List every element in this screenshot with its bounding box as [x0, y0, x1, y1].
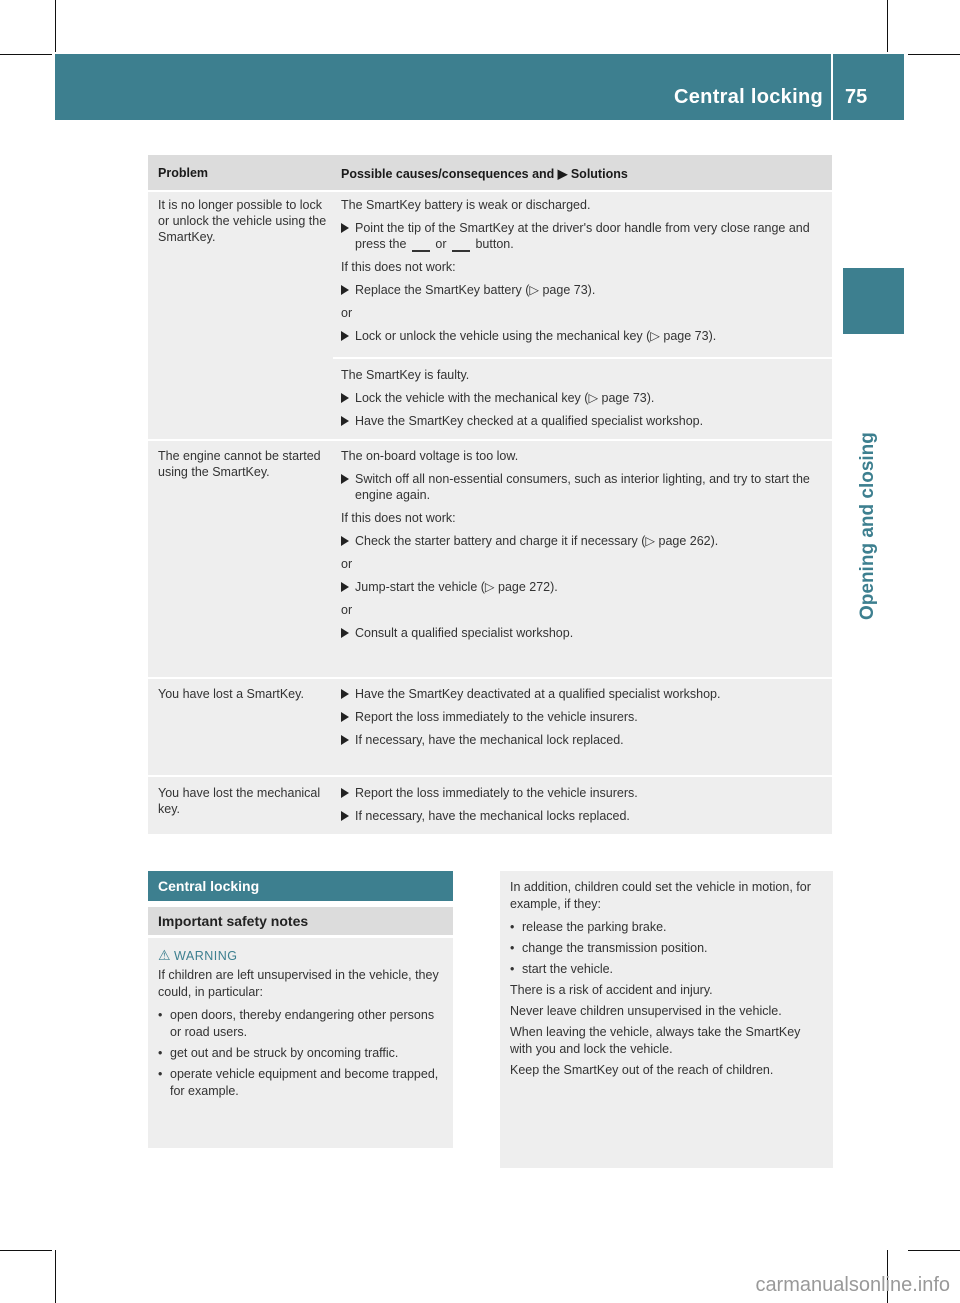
- arrow-bullet-icon: [341, 628, 349, 638]
- arrow-bullet-icon: [341, 416, 349, 426]
- problem-cell: You have lost a SmartKey.: [158, 687, 304, 701]
- list-item: [341, 533, 826, 549]
- problem-cell: The engine cannot be started using the SmartKey.: [158, 449, 321, 479]
- subsection-title: Important safety notes: [158, 913, 309, 929]
- solution-cell: [341, 448, 826, 648]
- subsection-title-bar: [148, 907, 453, 935]
- bullet-text: Lock the vehicle with the mechanical key (▷ page 73).: [355, 391, 655, 405]
- arrow-bullet-icon: [341, 689, 349, 699]
- bullet-text: Switch off all non-essential consumers, such as interior lighting, and try to start the engine again.: [355, 472, 810, 502]
- crop-mark: [887, 0, 888, 52]
- list-item: • release the parking brake.: [510, 919, 825, 936]
- arrow-bullet-icon: [341, 474, 349, 484]
- list-item: [341, 282, 826, 298]
- bullet-text: If necessary, have the mechanical locks replaced.: [355, 809, 630, 823]
- advice-text: When leaving the vehicle, always take the SmartKey with you and lock the vehicle.: [510, 1025, 801, 1056]
- or-text: or: [435, 237, 447, 251]
- table-header: [148, 155, 832, 190]
- list-item: [341, 220, 826, 252]
- page-number: 75: [845, 86, 868, 108]
- side-tab: [843, 268, 904, 334]
- row-separator: [148, 677, 832, 679]
- section-title: Central locking: [158, 878, 260, 894]
- bullet-text: Point the tip of the SmartKey at the driver's door handle from very close range and press the: [355, 221, 810, 251]
- warning-intro: If children are left unsupervised in the vehicle, they could, in particular:: [158, 968, 439, 999]
- list-item: [341, 808, 826, 824]
- row-separator: [148, 190, 832, 192]
- cause-text: The SmartKey battery is weak or discharged.: [341, 198, 591, 212]
- unlock-key-icon: [412, 238, 430, 252]
- solution-cell: [341, 197, 826, 351]
- bullet-text: Check the starter battery and charge it if necessary (▷ page 262).: [355, 534, 719, 548]
- header-separator: [831, 54, 833, 120]
- crop-mark: [0, 54, 52, 55]
- fallback-text: If this does not work:: [341, 260, 456, 274]
- lock-key-icon: [452, 238, 470, 252]
- bullet-text: Report the loss immediately to the vehicle insurers.: [355, 710, 638, 724]
- bullet-text: Lock or unlock the vehicle using the mechanical key (▷ page 73).: [355, 329, 717, 343]
- arrow-bullet-icon: [341, 788, 349, 798]
- solution-cell: [341, 686, 826, 755]
- list-item: [341, 785, 826, 801]
- section-title-bar: [148, 871, 453, 901]
- list-item: [341, 328, 826, 344]
- bullet-text: Consult a qualified specialist workshop.: [355, 626, 574, 640]
- arrow-bullet-icon: [341, 536, 349, 546]
- list-item: [341, 413, 826, 429]
- solution-cell: [341, 785, 826, 831]
- warning-label: WARNING: [174, 949, 238, 963]
- header-title: Central locking: [674, 86, 823, 108]
- list-item: • change the transmission position.: [510, 940, 825, 957]
- problem-cell: You have lost the mechanical key.: [158, 786, 321, 816]
- arrow-bullet-icon: [341, 331, 349, 341]
- warning-header: [158, 947, 238, 964]
- cause-text: The on-board voltage is too low.: [341, 449, 519, 463]
- warning-icon: ⚠: [158, 947, 171, 963]
- fallback-text: If this does not work:: [341, 511, 456, 525]
- arrow-bullet-icon: [341, 811, 349, 821]
- crop-mark: [908, 54, 960, 55]
- arrow-bullet-icon: [341, 735, 349, 745]
- list-item: • get out and be struck by oncoming traffic.: [158, 1045, 448, 1062]
- watermark: carmanualsonline.info: [755, 1274, 950, 1296]
- advice-text: Keep the SmartKey out of the reach of children.: [510, 1063, 774, 1077]
- bullet-text: Report the loss immediately to the vehicle insurers.: [355, 786, 638, 800]
- or-text: or: [341, 603, 353, 617]
- list-item: [341, 390, 826, 406]
- list-item: [341, 686, 826, 702]
- troubleshooting-table: [148, 155, 832, 834]
- problem-cell: It is no longer possible to lock or unlock the vehicle using the SmartKey.: [158, 198, 327, 244]
- row-separator: [148, 439, 832, 441]
- list-item: [341, 709, 826, 725]
- warning-continuation: [500, 871, 833, 1168]
- bullet-text: Have the SmartKey checked at a qualified specialist workshop.: [355, 414, 704, 428]
- arrow-bullet-icon: [341, 223, 349, 233]
- list-item: [341, 471, 826, 503]
- bullet-text: Have the SmartKey deactivated at a qualified specialist workshop.: [355, 687, 721, 701]
- arrow-bullet-icon: [341, 285, 349, 295]
- continuation-intro: In addition, children could set the vehicle in motion, for example, if they:: [510, 880, 811, 911]
- list-item: [341, 579, 826, 595]
- list-item: • operate vehicle equipment and become trapped, for example.: [158, 1066, 448, 1100]
- bullet-text: Replace the SmartKey battery (▷ page 73).: [355, 283, 596, 297]
- row-separator: [333, 357, 832, 359]
- advice-text: Never leave children unsupervised in the vehicle.: [510, 1004, 782, 1018]
- list-item: [341, 625, 826, 641]
- row-separator: [148, 775, 832, 777]
- arrow-bullet-icon: [341, 712, 349, 722]
- or-text: or: [341, 306, 353, 320]
- bullet-text: Jump-start the vehicle (▷ page 272).: [355, 580, 558, 594]
- list-item: • start the vehicle.: [510, 961, 825, 978]
- warning-body: [158, 967, 448, 1100]
- crop-mark: [908, 1250, 960, 1251]
- list-item: • open doors, thereby endangering other persons or road users.: [158, 1007, 448, 1041]
- or-text: or: [341, 557, 353, 571]
- col-solution: Possible causes/consequences and ▶ Solutions: [341, 167, 628, 181]
- cause-text: The SmartKey is faulty.: [341, 368, 470, 382]
- list-item: [341, 732, 826, 748]
- crop-mark: [55, 0, 56, 52]
- solution-cell: [341, 367, 826, 436]
- crop-mark: [0, 1250, 52, 1251]
- side-tab-label: Opening and closing: [857, 432, 878, 620]
- arrow-bullet-icon: [341, 582, 349, 592]
- risk-text: There is a risk of accident and injury.: [510, 983, 713, 997]
- col-problem: Problem: [158, 166, 209, 180]
- crop-mark: [55, 1250, 56, 1303]
- warning-box: [148, 938, 453, 1148]
- continuation-body: [510, 879, 825, 1079]
- bullet-text: If necessary, have the mechanical lock replaced.: [355, 733, 624, 747]
- arrow-bullet-icon: [341, 393, 349, 403]
- button-text: button.: [475, 237, 514, 251]
